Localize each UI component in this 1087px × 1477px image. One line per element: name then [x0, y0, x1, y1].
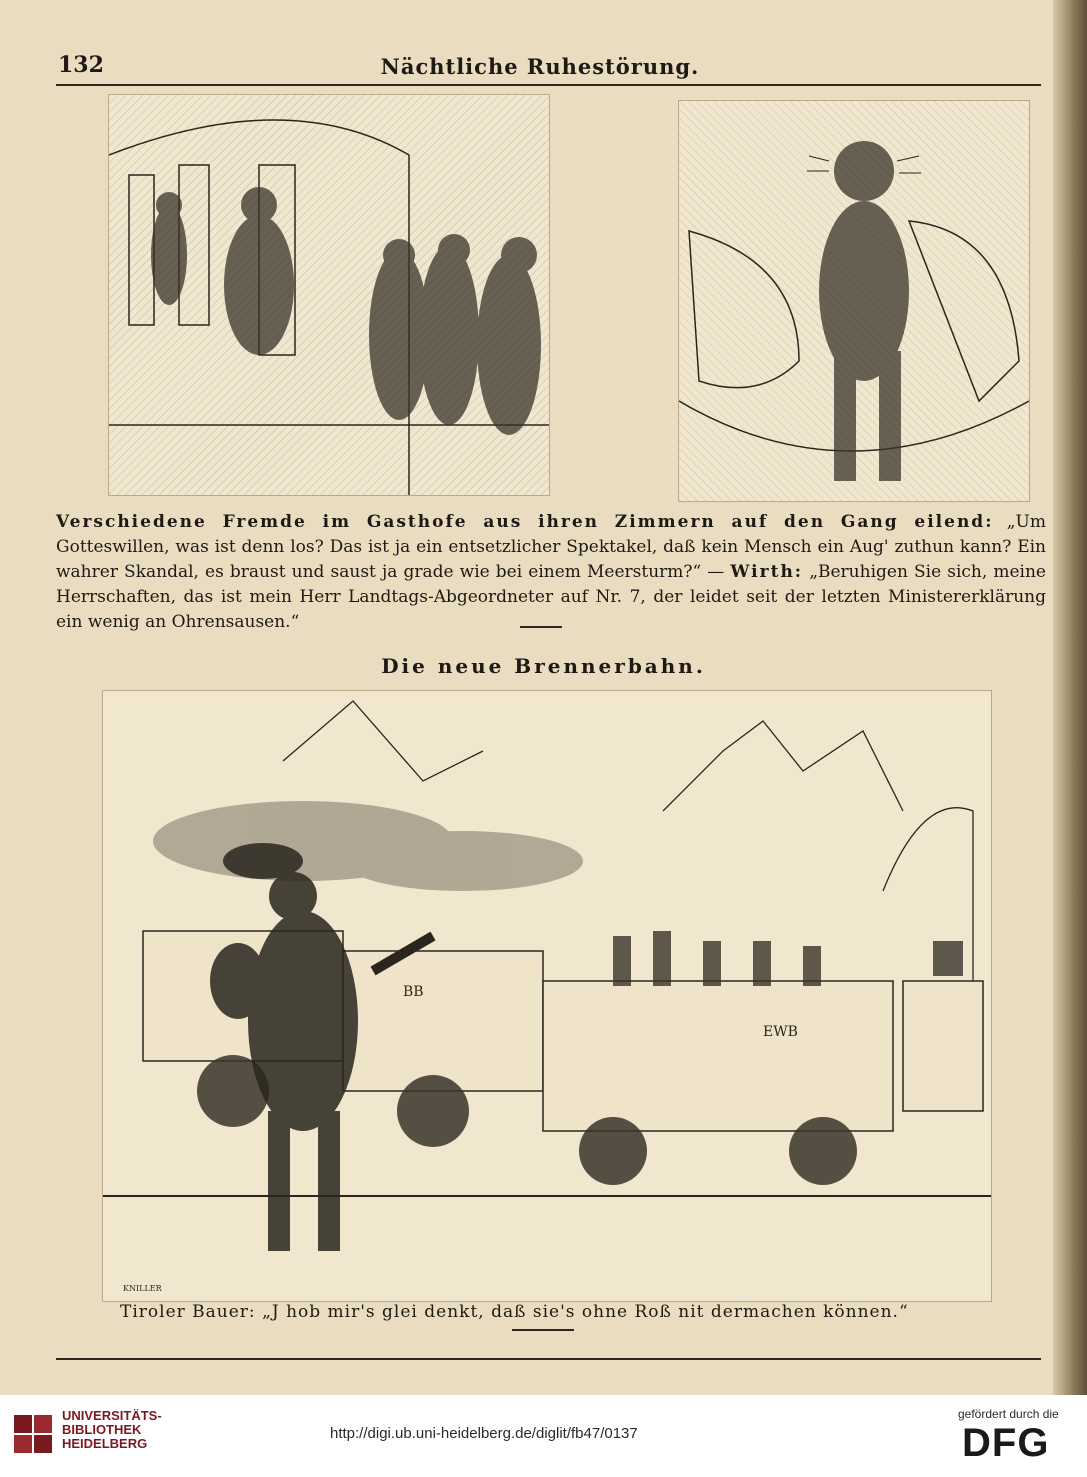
bottom-caption-text: „J hob mir's glei denkt, daß sie's ohne Roß nit dermachen können.“ — [262, 1302, 909, 1322]
dfg-logo: DFG — [962, 1421, 1050, 1465]
running-title: Nächtliche Ruhestörung. — [380, 54, 700, 79]
section-rule — [512, 1329, 574, 1331]
top-caption-text: „Um Gotteswillen, was ist denn los? Das ist ja ein entsetzlicher Spektakel, daß kein Mensch ein Aug' zuthun kann? Ein wahrer Skandal, es braust und saust ja grade wie bei einem Meersturm?“ — — [56, 512, 1046, 582]
bottom-caption-speaker: Tiroler Bauer: — [120, 1302, 256, 1322]
library-logo-icon — [14, 1415, 54, 1455]
wagon-label-bb: BB — [403, 984, 424, 1000]
funded-by-text: gefördert durch die — [958, 1407, 1059, 1421]
bottom-caption — [120, 1300, 1000, 1325]
wagon-label-ewb: EWB — [763, 1024, 798, 1040]
top-caption-speaker-2: Wirth: — [730, 562, 804, 582]
logo-line: UNIVERSITÄTS- — [62, 1408, 162, 1423]
bed-man-illustration — [678, 100, 1030, 502]
top-caption — [56, 510, 1046, 635]
permalink-url[interactable]: http://digi.ub.uni-heidelberg.de/diglit/fb47/0137 — [330, 1425, 638, 1442]
digitization-footer — [0, 1395, 1087, 1477]
top-caption-speaker: Verschiedene Fremde im Gasthofe aus ihren Zimmern auf den Gang eilend: — [56, 512, 994, 532]
top-caption-text-2: „Beruhigen Sie sich, meine Herrschaften, das ist mein Herr Landtags-Abgeordneter auf Nr. 7, der leidet seit der letzten Ministererklärung ein wenig an Ohrensausen.“ — [56, 562, 1046, 632]
page-number: 132 — [58, 52, 104, 78]
brenner-railway-illustration — [102, 690, 992, 1302]
bottom-rule — [56, 1358, 1041, 1360]
page-edge-shadow — [1053, 0, 1087, 1395]
logo-line: HEIDELBERG — [62, 1436, 148, 1451]
artist-signature: KNILLER — [123, 1284, 162, 1293]
section-title: Die neue Brennerbahn. — [381, 654, 706, 678]
hallway-illustration — [108, 94, 550, 496]
logo-line: BIBLIOTHEK — [62, 1422, 142, 1437]
header-rule — [56, 84, 1041, 86]
library-logo-text — [62, 1409, 162, 1451]
section-rule — [520, 626, 562, 628]
